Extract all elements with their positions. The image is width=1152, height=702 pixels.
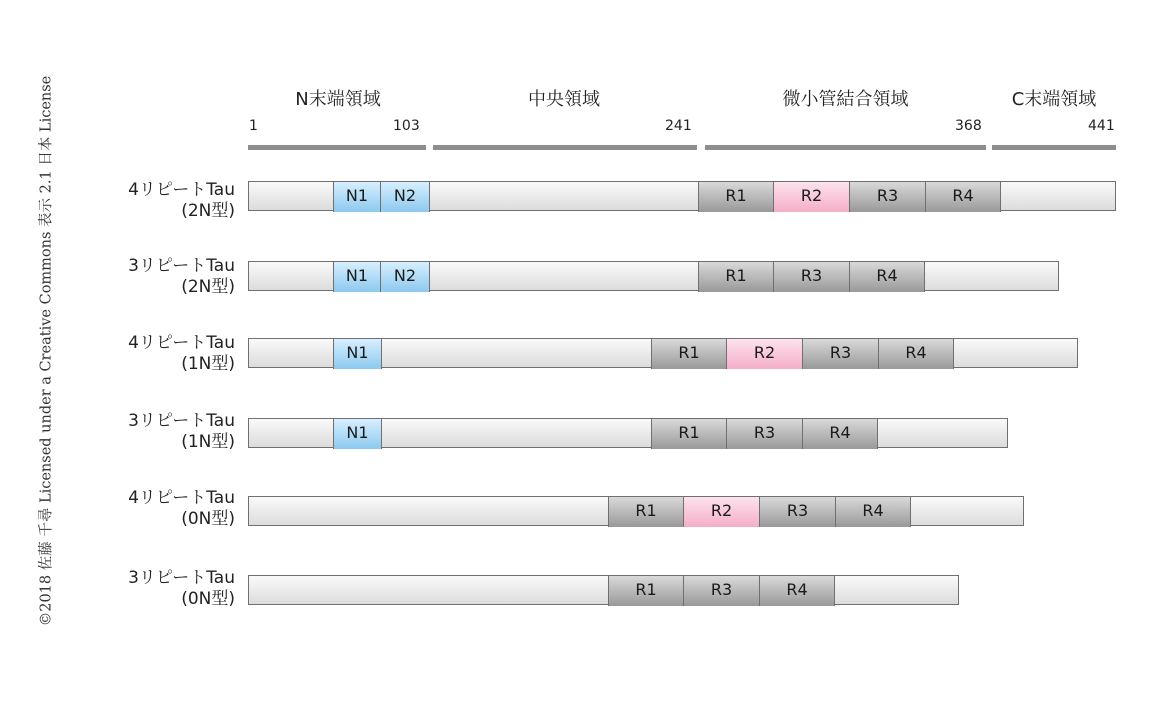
r3-repeat: R3 (774, 262, 850, 292)
isoform-type: (2N型) (181, 201, 235, 221)
isoform-type: (2N型) (181, 277, 235, 297)
r4-repeat: R4 (836, 497, 911, 527)
copyright-credit: ©2018 佐藤 千尋 Licensed under a Creative Commons 表示 2.1 日本 License (38, 75, 55, 627)
n2-insert: N2 (381, 182, 430, 212)
position-label-441: 441 (1088, 118, 1115, 134)
r2-repeat: R2 (774, 182, 850, 212)
isoform-track (248, 575, 959, 605)
isoform-name: 3リピートTau (128, 568, 235, 588)
isoform-track (248, 338, 1078, 368)
r3-repeat: R3 (850, 182, 926, 212)
r1-repeat: R1 (608, 497, 684, 527)
r2-repeat: R2 (727, 339, 803, 369)
r1-repeat: R1 (698, 182, 774, 212)
r4-repeat: R4 (850, 262, 925, 292)
isoform-name: 4リピートTau (128, 180, 235, 200)
isoform-label (80, 488, 235, 530)
region-label-c-terminal: C末端領域 (1011, 89, 1097, 110)
isoform-track (248, 418, 1008, 448)
n1-insert: N1 (333, 419, 382, 449)
region-bar-microtubule-binding (705, 145, 986, 150)
n1-insert: N1 (333, 182, 381, 212)
r1-repeat: R1 (651, 339, 727, 369)
r3-repeat: R3 (760, 497, 836, 527)
isoform-name: 4リピートTau (128, 333, 235, 353)
n1-insert: N1 (333, 262, 381, 292)
isoform-type: (0N型) (181, 509, 235, 529)
r2-repeat: R2 (684, 497, 760, 527)
r1-repeat: R1 (651, 419, 727, 449)
n2-insert: N2 (381, 262, 430, 292)
position-label-368: 368 (955, 118, 982, 134)
region-label-n-terminal: N末端領域 (295, 89, 381, 110)
region-bar-n-terminal (248, 145, 426, 150)
position-label-241: 241 (665, 118, 692, 134)
region-label-central: 中央領域 (528, 89, 600, 110)
position-label-1: 1 (249, 118, 258, 134)
isoform-label (80, 333, 235, 375)
isoform-type: (1N型) (181, 354, 235, 374)
r1-repeat: R1 (608, 576, 684, 606)
isoform-label (80, 180, 235, 222)
r1-repeat: R1 (698, 262, 774, 292)
region-label-microtubule-binding: 微小管結合領域 (782, 89, 909, 110)
isoform-name: 3リピートTau (128, 411, 235, 431)
isoform-track (248, 261, 1059, 291)
isoform-name: 3リピートTau (128, 256, 235, 276)
n1-insert: N1 (333, 339, 382, 369)
region-bar-c-terminal (992, 145, 1116, 150)
isoform-track (248, 181, 1116, 211)
r4-repeat: R4 (926, 182, 1001, 212)
r3-repeat: R3 (684, 576, 760, 606)
r4-repeat: R4 (803, 419, 878, 449)
isoform-label (80, 411, 235, 453)
isoform-type: (0N型) (181, 589, 235, 609)
position-label-103: 103 (393, 118, 420, 134)
isoform-type: (1N型) (181, 432, 235, 452)
isoform-track (248, 496, 1024, 526)
r3-repeat: R3 (803, 339, 879, 369)
r3-repeat: R3 (727, 419, 803, 449)
isoform-label (80, 256, 235, 298)
region-bar-central (433, 145, 697, 150)
r4-repeat: R4 (760, 576, 835, 606)
isoform-label (80, 568, 235, 610)
r4-repeat: R4 (879, 339, 954, 369)
isoform-name: 4リピートTau (128, 488, 235, 508)
